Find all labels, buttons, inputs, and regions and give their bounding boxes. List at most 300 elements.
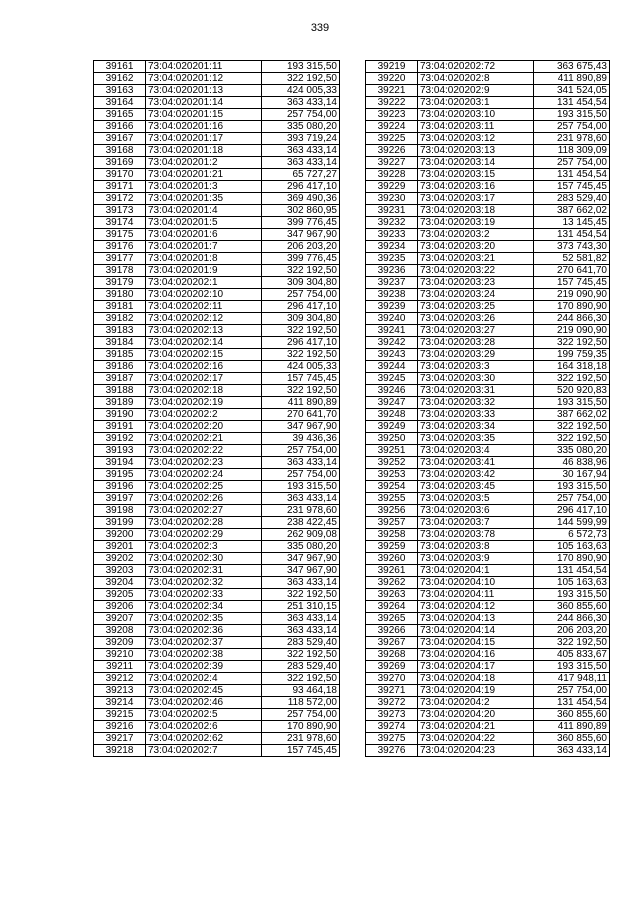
row-number: 39176 [94,241,146,253]
row-number: 39179 [94,277,146,289]
cadastral-number: 73:04:020204:22 [418,733,534,745]
row-number: 39235 [366,253,418,265]
cadastral-value: 322 192,50 [262,649,340,661]
cadastral-value: 193 315,50 [534,481,610,493]
cadastral-number: 73:04:020201:2 [146,157,262,169]
row-number: 39264 [366,601,418,613]
cadastral-number: 73:04:020203:13 [418,145,534,157]
cadastral-number: 73:04:020201:18 [146,145,262,157]
row-number: 39231 [366,205,418,217]
cadastral-value: 257 754,00 [534,493,610,505]
table-row [366,505,610,517]
cadastral-value: 251 310,15 [262,601,340,613]
table-row [366,601,610,613]
row-number: 39184 [94,337,146,349]
row-number: 39233 [366,229,418,241]
cadastral-value: 393 719,24 [262,133,340,145]
table-row [94,697,340,709]
cadastral-number: 73:04:020203:20 [418,241,534,253]
row-number: 39171 [94,181,146,193]
row-number: 39169 [94,157,146,169]
table-row [366,301,610,313]
cadastral-number: 73:04:020203:31 [418,385,534,397]
table-row [94,397,340,409]
cadastral-value: 46 838,96 [534,457,610,469]
cadastral-number: 73:04:020202:15 [146,349,262,361]
cadastral-value: 417 948,11 [534,673,610,685]
table-row [366,673,610,685]
row-number: 39229 [366,181,418,193]
table-row [366,385,610,397]
cadastral-value: 363 433,14 [262,625,340,637]
row-number: 39165 [94,109,146,121]
cadastral-number: 73:04:020204:23 [418,745,534,757]
table-row [94,529,340,541]
cadastral-value: 193 315,50 [534,397,610,409]
cadastral-number: 73:04:020202:16 [146,361,262,373]
table-row [94,313,340,325]
cadastral-value: 322 192,50 [262,385,340,397]
cadastral-value: 363 433,14 [262,97,340,109]
cadastral-number: 73:04:020202:6 [146,721,262,733]
cadastral-value: 206 203,20 [262,241,340,253]
row-number: 39274 [366,721,418,733]
cadastral-value: 231 978,60 [262,733,340,745]
cadastral-number: 73:04:020201:16 [146,121,262,133]
cadastral-number: 73:04:020202:24 [146,469,262,481]
cadastral-number: 73:04:020202:1 [146,277,262,289]
row-number: 39242 [366,337,418,349]
cadastral-value: 322 192,50 [534,337,610,349]
table-row [366,277,610,289]
cadastral-number: 73:04:020202:33 [146,589,262,601]
table-row [94,661,340,673]
row-number: 39254 [366,481,418,493]
cadastral-value: 105 163,63 [534,577,610,589]
table-row [366,97,610,109]
cadastral-value: 262 909,08 [262,529,340,541]
cadastral-number: 73:04:020204:12 [418,601,534,613]
cadastral-value: 157 745,45 [262,745,340,757]
table-row [366,253,610,265]
cadastral-number: 73:04:020204:1 [418,565,534,577]
cadastral-number: 73:04:020203:32 [418,397,534,409]
table-row [366,373,610,385]
cadastral-number: 73:04:020202:8 [418,73,534,85]
table-row [366,445,610,457]
table-row [366,517,610,529]
row-number: 39270 [366,673,418,685]
cadastral-value: 363 433,14 [262,577,340,589]
table-row [366,577,610,589]
register-table-right [365,60,610,757]
row-number: 39213 [94,685,146,697]
table-row [94,733,340,745]
table-row [94,349,340,361]
row-number: 39167 [94,133,146,145]
cadastral-number: 73:04:020203:35 [418,433,534,445]
cadastral-value: 424 005,33 [262,361,340,373]
row-number: 39268 [366,649,418,661]
table-row [94,721,340,733]
cadastral-value: 257 754,00 [262,709,340,721]
cadastral-number: 73:04:020203:26 [418,313,534,325]
cadastral-value: 193 315,50 [534,589,610,601]
cadastral-value: 231 978,60 [262,505,340,517]
cadastral-value: 363 433,14 [262,145,340,157]
cadastral-value: 131 454,54 [534,565,610,577]
cadastral-value: 296 417,10 [262,301,340,313]
row-number: 39257 [366,517,418,529]
cadastral-number: 73:04:020202:45 [146,685,262,697]
table-row [94,505,340,517]
cadastral-value: 322 192,50 [262,349,340,361]
cadastral-number: 73:04:020202:46 [146,697,262,709]
cadastral-number: 73:04:020202:7 [146,745,262,757]
row-number: 39194 [94,457,146,469]
cadastral-number: 73:04:020201:3 [146,181,262,193]
table-row [366,637,610,649]
table-row [94,409,340,421]
row-number: 39226 [366,145,418,157]
table-row [366,685,610,697]
cadastral-value: 238 422,45 [262,517,340,529]
table-row [94,289,340,301]
cadastral-value: 405 833,67 [534,649,610,661]
cadastral-number: 73:04:020203:34 [418,421,534,433]
cadastral-number: 73:04:020201:12 [146,73,262,85]
cadastral-value: 322 192,50 [262,673,340,685]
cadastral-number: 73:04:020203:16 [418,181,534,193]
cadastral-number: 73:04:020203:45 [418,481,534,493]
cadastral-number: 73:04:020203:5 [418,493,534,505]
cadastral-number: 73:04:020203:21 [418,253,534,265]
cadastral-value: 219 090,90 [534,325,610,337]
cadastral-number: 73:04:020203:15 [418,169,534,181]
table-row [94,205,340,217]
row-number: 39258 [366,529,418,541]
cadastral-value: 157 745,45 [262,373,340,385]
table-row [366,721,610,733]
cadastral-value: 105 163,63 [534,541,610,553]
row-number: 39216 [94,721,146,733]
table-row [366,541,610,553]
table-row [94,637,340,649]
table-row [366,745,610,757]
cadastral-value: 347 967,90 [262,229,340,241]
row-number: 39243 [366,349,418,361]
table-row [366,421,610,433]
table-row [366,265,610,277]
table-row [94,145,340,157]
row-number: 39206 [94,601,146,613]
cadastral-number: 73:04:020201:21 [146,169,262,181]
table-row [94,109,340,121]
row-number: 39208 [94,625,146,637]
cadastral-value: 335 080,20 [534,445,610,457]
row-number: 39259 [366,541,418,553]
cadastral-value: 322 192,50 [262,325,340,337]
row-number: 39223 [366,109,418,121]
cadastral-value: 164 318,18 [534,361,610,373]
table-row [366,433,610,445]
cadastral-value: 283 529,40 [534,193,610,205]
cadastral-value: 363 433,14 [262,157,340,169]
cadastral-value: 93 464,18 [262,685,340,697]
cadastral-number: 73:04:020202:38 [146,649,262,661]
cadastral-number: 73:04:020202:20 [146,421,262,433]
table-row [94,193,340,205]
cadastral-number: 73:04:020202:31 [146,565,262,577]
cadastral-number: 73:04:020203:30 [418,373,534,385]
cadastral-number: 73:04:020203:7 [418,517,534,529]
cadastral-number: 73:04:020202:27 [146,505,262,517]
table-row [94,229,340,241]
cadastral-value: 322 192,50 [262,589,340,601]
row-number: 39210 [94,649,146,661]
table-row [366,397,610,409]
row-number: 39251 [366,445,418,457]
cadastral-number: 73:04:020202:10 [146,289,262,301]
cadastral-value: 170 890,90 [534,553,610,565]
table-row [94,565,340,577]
cadastral-value: 302 860,95 [262,205,340,217]
cadastral-value: 244 866,30 [534,313,610,325]
table-row [366,193,610,205]
row-number: 39238 [366,289,418,301]
cadastral-number: 73:04:020201:14 [146,97,262,109]
cadastral-value: 347 967,90 [262,553,340,565]
cadastral-value: 244 866,30 [534,613,610,625]
row-number: 39266 [366,625,418,637]
cadastral-number: 73:04:020203:41 [418,457,534,469]
row-number: 39205 [94,589,146,601]
cadastral-number: 73:04:020202:23 [146,457,262,469]
table-row [94,361,340,373]
table-row [94,517,340,529]
row-number: 39199 [94,517,146,529]
cadastral-number: 73:04:020202:36 [146,625,262,637]
table-row [94,217,340,229]
table-row [94,157,340,169]
table-row [94,253,340,265]
row-number: 39182 [94,313,146,325]
row-number: 39260 [366,553,418,565]
cadastral-value: 193 315,50 [262,61,340,73]
cadastral-number: 73:04:020204:20 [418,709,534,721]
cadastral-value: 65 727,27 [262,169,340,181]
cadastral-value: 131 454,54 [534,229,610,241]
row-number: 39164 [94,97,146,109]
cadastral-number: 73:04:020203:27 [418,325,534,337]
cadastral-number: 73:04:020201:15 [146,109,262,121]
row-number: 39271 [366,685,418,697]
row-number: 39263 [366,589,418,601]
row-number: 39265 [366,613,418,625]
table-row [94,265,340,277]
cadastral-number: 73:04:020204:13 [418,613,534,625]
cadastral-number: 73:04:020202:72 [418,61,534,73]
cadastral-number: 73:04:020201:6 [146,229,262,241]
cadastral-number: 73:04:020204:10 [418,577,534,589]
row-number: 39173 [94,205,146,217]
table-row [94,589,340,601]
table-row [366,325,610,337]
row-number: 39267 [366,637,418,649]
row-number: 39168 [94,145,146,157]
row-number: 39186 [94,361,146,373]
cadastral-value: 6 572,73 [534,529,610,541]
cadastral-number: 73:04:020204:17 [418,661,534,673]
row-number: 39163 [94,85,146,97]
row-number: 39191 [94,421,146,433]
cadastral-number: 73:04:020202:17 [146,373,262,385]
table-row [94,625,340,637]
cadastral-value: 341 524,05 [534,85,610,97]
cadastral-value: 335 080,20 [262,541,340,553]
cadastral-value: 131 454,54 [534,169,610,181]
cadastral-number: 73:04:020203:2 [418,229,534,241]
cadastral-value: 411 890,89 [262,397,340,409]
cadastral-value: 335 080,20 [262,121,340,133]
cadastral-number: 73:04:020203:18 [418,205,534,217]
row-number: 39214 [94,697,146,709]
cadastral-value: 347 967,90 [262,421,340,433]
table-row [94,337,340,349]
table-row [94,613,340,625]
table-row [94,73,340,85]
cadastral-value: 363 433,14 [262,493,340,505]
cadastral-value: 360 855,60 [534,601,610,613]
row-number: 39261 [366,565,418,577]
cadastral-value: 39 436,36 [262,433,340,445]
row-number: 39198 [94,505,146,517]
table-row [366,625,610,637]
cadastral-value: 387 662,02 [534,409,610,421]
cadastral-value: 520 920,83 [534,385,610,397]
table-row [94,241,340,253]
table-row [94,469,340,481]
table-row [94,97,340,109]
cadastral-number: 73:04:020202:62 [146,733,262,745]
table-row [366,133,610,145]
row-number: 39249 [366,421,418,433]
cadastral-value: 170 890,90 [262,721,340,733]
cadastral-value: 363 675,43 [534,61,610,73]
table-row [366,649,610,661]
cadastral-value: 118 572,00 [262,697,340,709]
cadastral-number: 73:04:020201:7 [146,241,262,253]
table-row [94,133,340,145]
row-number: 39232 [366,217,418,229]
row-number: 39244 [366,361,418,373]
cadastral-number: 73:04:020204:19 [418,685,534,697]
cadastral-number: 73:04:020203:12 [418,133,534,145]
row-number: 39187 [94,373,146,385]
row-number: 39200 [94,529,146,541]
table-row [366,121,610,133]
cadastral-value: 363 433,14 [262,613,340,625]
table-row [94,421,340,433]
row-number: 39193 [94,445,146,457]
cadastral-number: 73:04:020203:33 [418,409,534,421]
cadastral-value: 360 855,60 [534,709,610,721]
cadastral-value: 13 145,45 [534,217,610,229]
row-number: 39241 [366,325,418,337]
row-number: 39253 [366,469,418,481]
cadastral-value: 131 454,54 [534,697,610,709]
row-number: 39170 [94,169,146,181]
cadastral-value: 411 890,89 [534,721,610,733]
table-row [94,745,340,757]
cadastral-value: 360 855,60 [534,733,610,745]
cadastral-number: 73:04:020203:17 [418,193,534,205]
row-number: 39215 [94,709,146,721]
row-number: 39276 [366,745,418,757]
row-number: 39196 [94,481,146,493]
table-row [94,673,340,685]
row-number: 39201 [94,541,146,553]
cadastral-number: 73:04:020202:37 [146,637,262,649]
row-number: 39222 [366,97,418,109]
cadastral-number: 73:04:020202:4 [146,673,262,685]
row-number: 39162 [94,73,146,85]
row-number: 39218 [94,745,146,757]
row-number: 39239 [366,301,418,313]
table-row [366,205,610,217]
row-number: 39180 [94,289,146,301]
row-number: 39272 [366,697,418,709]
table-row [366,289,610,301]
cadastral-number: 73:04:020203:25 [418,301,534,313]
cadastral-value: 322 192,50 [534,373,610,385]
row-number: 39203 [94,565,146,577]
cadastral-value: 193 315,50 [534,109,610,121]
cadastral-number: 73:04:020202:34 [146,601,262,613]
cadastral-value: 131 454,54 [534,97,610,109]
cadastral-value: 257 754,00 [262,289,340,301]
row-number: 39217 [94,733,146,745]
cadastral-value: 219 090,90 [534,289,610,301]
cadastral-value: 373 743,30 [534,241,610,253]
table-row [94,385,340,397]
cadastral-number: 73:04:020203:10 [418,109,534,121]
cadastral-value: 193 315,50 [534,661,610,673]
row-number: 39202 [94,553,146,565]
cadastral-number: 73:04:020201:4 [146,205,262,217]
table-row [366,661,610,673]
row-number: 39211 [94,661,146,673]
row-number: 39248 [366,409,418,421]
table-row [366,349,610,361]
table-row [94,709,340,721]
cadastral-number: 73:04:020202:14 [146,337,262,349]
table-row [94,685,340,697]
table-row [366,229,610,241]
row-number: 39209 [94,637,146,649]
row-number: 39224 [366,121,418,133]
cadastral-value: 257 754,00 [262,109,340,121]
cadastral-number: 73:04:020202:19 [146,397,262,409]
row-number: 39227 [366,157,418,169]
cadastral-number: 73:04:020203:9 [418,553,534,565]
cadastral-value: 206 203,20 [534,625,610,637]
cadastral-value: 118 309,09 [534,145,610,157]
table-row [366,109,610,121]
table-row [94,493,340,505]
cadastral-number: 73:04:020202:13 [146,325,262,337]
cadastral-number: 73:04:020203:4 [418,445,534,457]
